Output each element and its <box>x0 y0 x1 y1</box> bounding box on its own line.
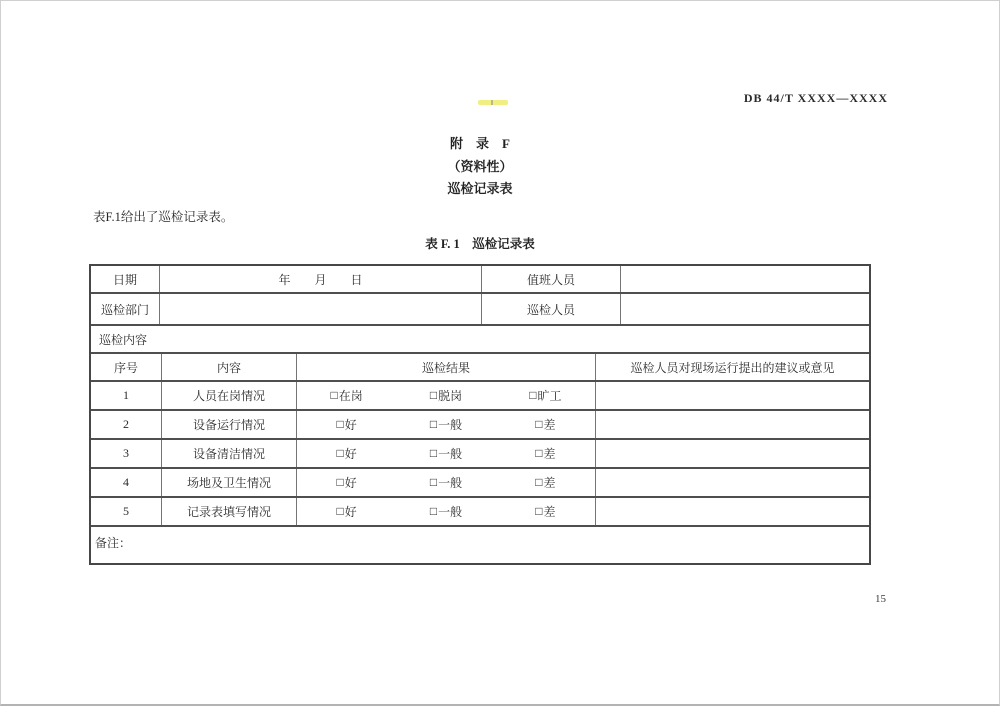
table-row-remark <box>91 525 869 563</box>
option-label: 一般 <box>438 447 463 461</box>
row-no: 4 <box>123 475 129 489</box>
row-content: 场地及卫生情况 <box>161 469 296 496</box>
duty-person-label: 值班人员 <box>481 266 620 292</box>
row-suggestion <box>595 411 869 438</box>
checkbox-icon: □ <box>336 417 344 431</box>
checkbox-icon: □ <box>336 475 344 489</box>
row-content: 人员在岗情况 <box>161 382 296 409</box>
table-row-2 <box>91 409 869 438</box>
standard-code: DB 44/T XXXX—XXXX <box>743 91 888 105</box>
appendix-name: 巡检记录表 <box>447 181 513 196</box>
row-result <box>296 382 595 409</box>
result-option <box>396 445 495 462</box>
table-row-department <box>91 292 869 324</box>
row-result <box>296 411 595 438</box>
department-label: 巡检部门 <box>100 302 149 317</box>
table-row-date <box>91 266 869 292</box>
result-option <box>396 387 495 404</box>
option-label: 脱岗 <box>438 389 463 403</box>
table-header-row <box>91 352 869 380</box>
option-label: 一般 <box>438 476 463 490</box>
result-option <box>396 474 495 491</box>
option-label: 旷工 <box>537 389 562 403</box>
checkbox-icon: □ <box>336 446 344 460</box>
result-option <box>496 387 595 404</box>
section-label: 巡检内容 <box>99 332 148 347</box>
checkbox-icon: □ <box>529 388 537 402</box>
checkbox-icon: □ <box>429 446 438 460</box>
inspector-value <box>620 294 869 324</box>
table-row-3 <box>91 438 869 467</box>
row-result <box>296 498 595 525</box>
result-option <box>396 503 495 520</box>
result-option <box>297 503 396 520</box>
col-header-suggestion: 巡检人员对现场运行提出的建议或意见 <box>595 354 869 380</box>
option-label: 差 <box>543 505 556 519</box>
checkbox-icon: □ <box>535 446 543 460</box>
table-row-4 <box>91 467 869 496</box>
inspection-record-table <box>89 264 871 565</box>
col-header-content: 内容 <box>161 354 296 380</box>
checkbox-icon: □ <box>429 475 438 489</box>
result-option <box>496 474 595 491</box>
col-header-result: 巡检结果 <box>296 354 595 380</box>
row-content: 记录表填写情况 <box>161 498 296 525</box>
option-label: 差 <box>543 447 556 461</box>
checkbox-icon: □ <box>429 417 438 431</box>
row-no: 2 <box>123 417 129 431</box>
option-label: 一般 <box>438 505 463 519</box>
checkbox-icon: □ <box>336 504 344 518</box>
checkbox-icon: □ <box>535 417 543 431</box>
row-no: 5 <box>123 504 129 518</box>
option-label: 好 <box>344 476 357 490</box>
row-no: 3 <box>123 446 129 460</box>
table-row-5 <box>91 496 869 525</box>
row-content: 设备运行情况 <box>161 411 296 438</box>
result-option <box>297 474 396 491</box>
table-caption: 表 F. 1 巡检记录表 <box>425 237 535 251</box>
row-result <box>296 440 595 467</box>
col-header-no: 序号 <box>113 360 138 375</box>
row-no: 1 <box>123 388 129 402</box>
appendix-title: 附 录 F <box>450 136 510 151</box>
option-label: 一般 <box>438 418 463 432</box>
row-content: 设备清洁情况 <box>161 440 296 467</box>
inspector-label: 巡检人员 <box>481 294 620 324</box>
checkbox-icon: □ <box>535 504 543 518</box>
table-row-section <box>91 324 869 352</box>
checkbox-icon: □ <box>330 388 338 402</box>
result-option <box>297 387 396 404</box>
checkbox-icon: □ <box>535 475 543 489</box>
appendix-type: （资料性） <box>447 158 513 174</box>
result-option <box>297 445 396 462</box>
option-label: 差 <box>543 476 556 490</box>
row-result <box>296 469 595 496</box>
result-option <box>496 445 595 462</box>
option-label: 差 <box>543 418 556 432</box>
department-value <box>159 294 481 324</box>
row-suggestion <box>595 498 869 525</box>
option-label: 在岗 <box>338 389 363 403</box>
table-row-1 <box>91 380 869 409</box>
highlight-mark <box>478 100 508 105</box>
option-label: 好 <box>344 505 357 519</box>
date-value: 年 月 日 <box>159 266 481 292</box>
remark-label: 备注： <box>95 536 132 550</box>
row-suggestion <box>595 382 869 409</box>
date-label: 日期 <box>112 272 137 287</box>
result-option <box>496 503 595 520</box>
option-label: 好 <box>344 447 357 461</box>
checkbox-icon: □ <box>429 388 438 402</box>
result-option <box>297 416 396 433</box>
row-suggestion <box>595 469 869 496</box>
result-option <box>396 416 495 433</box>
highlight-tick <box>491 100 493 105</box>
duty-person-value <box>620 266 869 292</box>
result-option <box>496 416 595 433</box>
checkbox-icon: □ <box>429 504 438 518</box>
appendix-heading <box>89 133 871 201</box>
page-number: 15 <box>875 593 886 605</box>
option-label: 好 <box>344 418 357 432</box>
row-suggestion <box>595 440 869 467</box>
intro-text: 表F.1给出了巡检记录表。 <box>93 210 234 224</box>
